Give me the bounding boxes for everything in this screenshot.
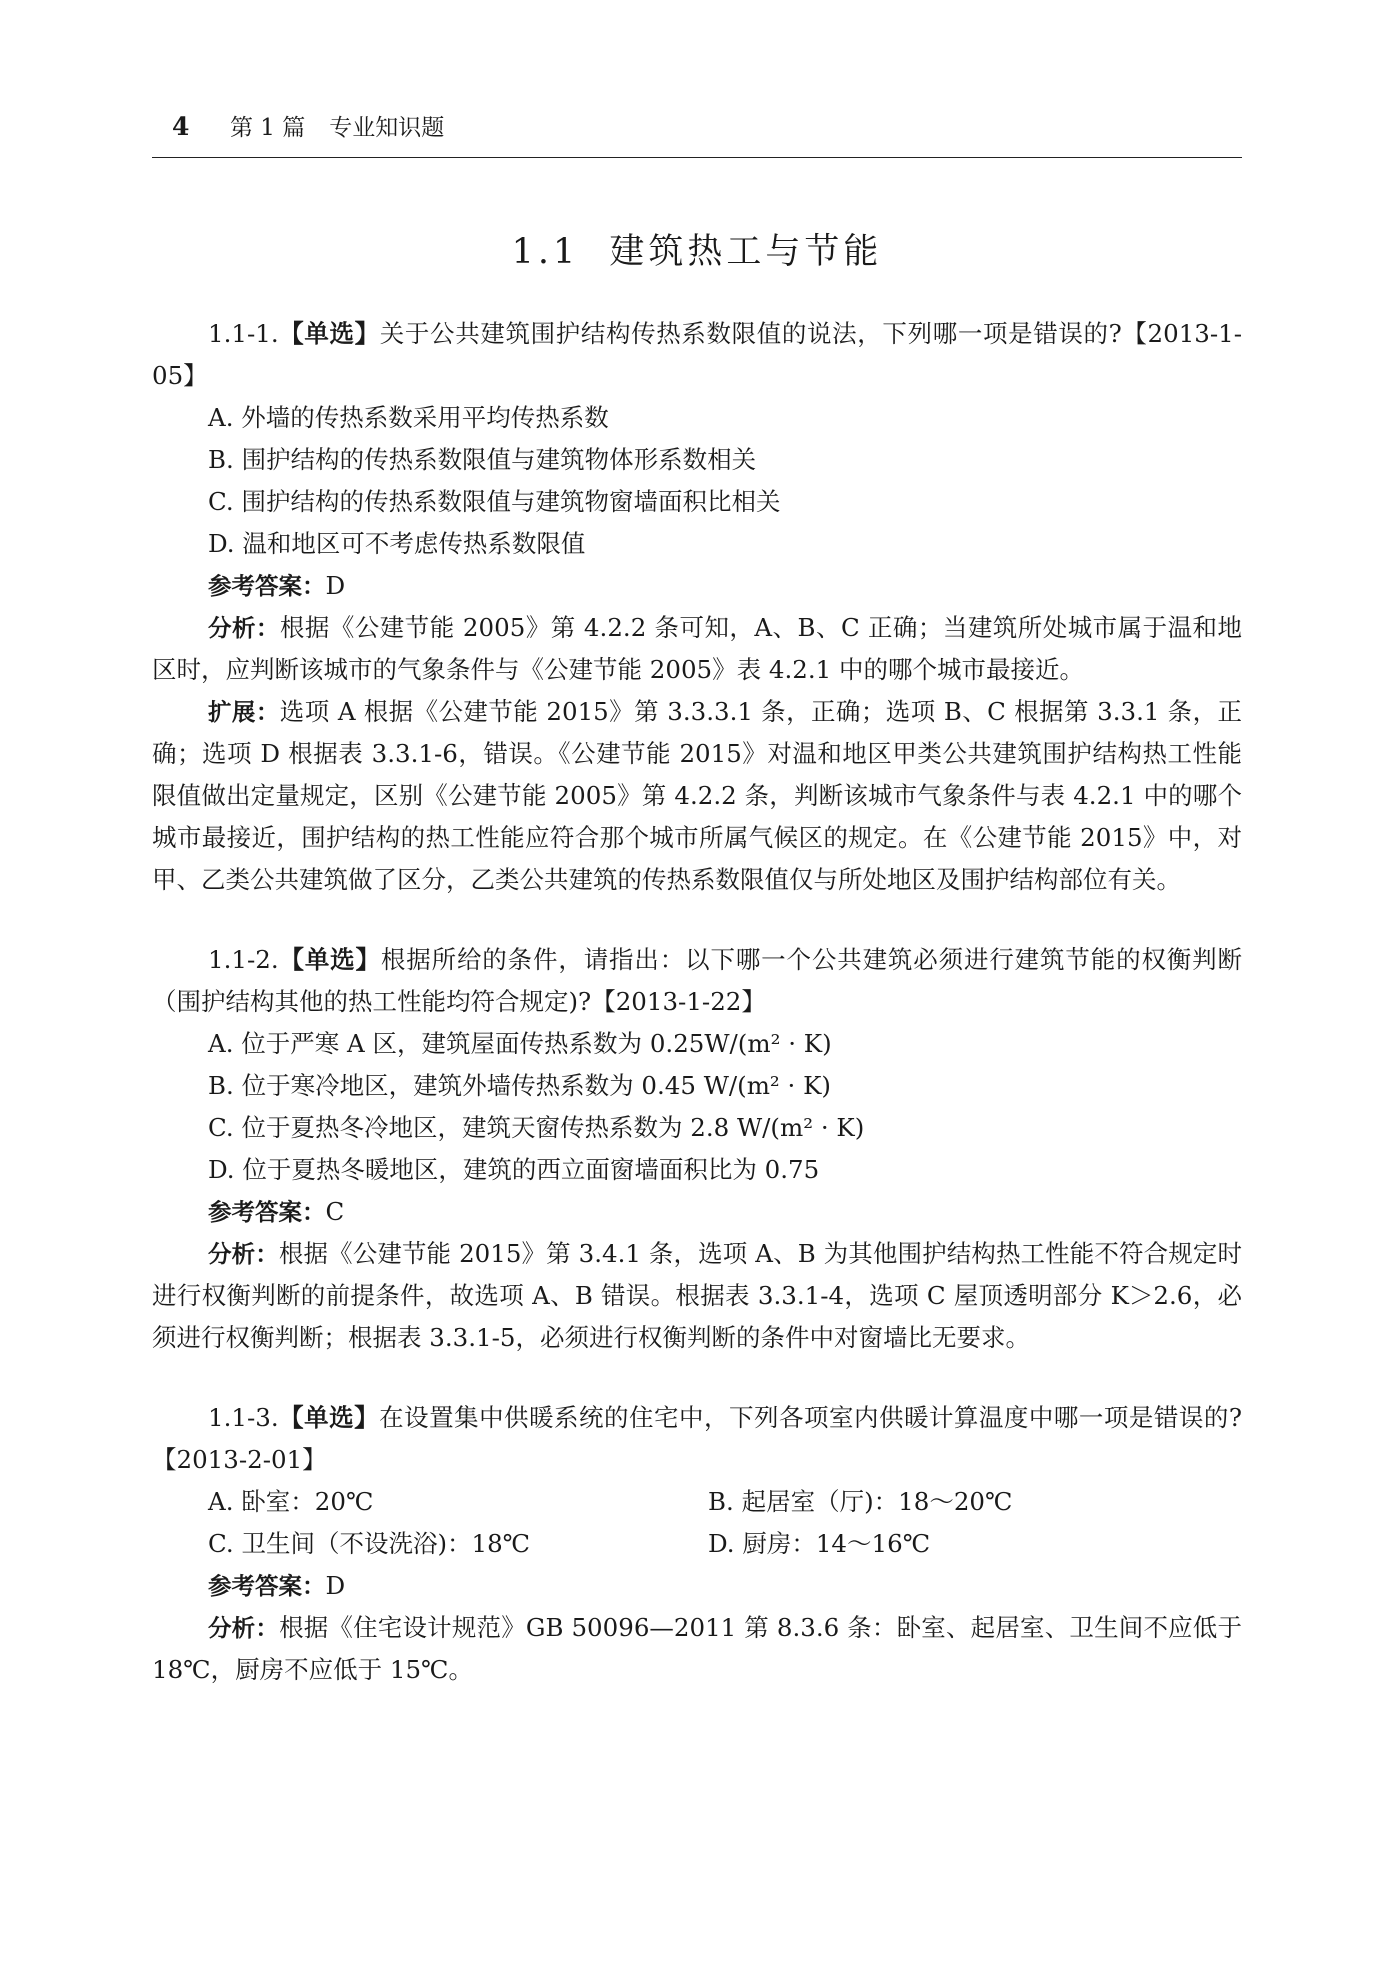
extension-paragraph	[152, 691, 1242, 901]
option-d: D. 厨房：14～16℃	[708, 1529, 931, 1558]
question-2	[152, 939, 1242, 1359]
answer-line	[208, 1565, 1242, 1607]
option-d: D. 位于夏热冬暖地区，建筑的西立面窗墙面积比为 0.75	[208, 1155, 820, 1184]
question-id: 1.1-2.	[208, 945, 279, 974]
running-header	[152, 112, 1242, 143]
answer-value: D	[325, 571, 346, 600]
question-source: 【2013-1-22】	[591, 987, 766, 1016]
answer-label: 参考答案：	[208, 1198, 326, 1226]
question-stem	[152, 939, 1242, 1023]
analysis-label: 分析：	[208, 1614, 280, 1642]
analysis-label: 分析：	[208, 614, 280, 642]
question-id: 1.1-1.	[208, 319, 279, 348]
question-text: 关于公共建筑围护结构传热系数限值的说法，下列哪一项是错误的?	[379, 319, 1122, 348]
question-stem	[152, 1397, 1242, 1481]
page-number: 4	[172, 112, 190, 141]
answer-line	[208, 565, 1242, 607]
question-source: 【2013-1-05】	[152, 319, 1243, 390]
answer-label: 参考答案：	[208, 572, 326, 600]
analysis-paragraph	[152, 1607, 1242, 1691]
analysis-text: 根据《公建节能 2015》第 3.4.1 条，选项 A、B 为其他围护结构热工性能不符合规定时进行权衡判断的前提条件，故选项 A、B 错误。根据表 3.3.1-4，选项 C 屋顶透明部分 K＞2.6，必须进行权衡判断；根据表 3.3.1-5，必须进行权衡判断的条件中对窗墙比无要求。	[152, 1239, 1243, 1352]
option-a: A. 卧室：20℃	[208, 1487, 374, 1516]
header-rule	[152, 157, 1242, 158]
question-3	[152, 1397, 1242, 1691]
answer-value: D	[325, 1571, 346, 1600]
question-type: 【单选】	[278, 945, 381, 974]
option-b: B. 起居室（厅)：18～20℃	[708, 1487, 1013, 1516]
option-c: C. 围护结构的传热系数限值与建筑物窗墙面积比相关	[208, 487, 781, 516]
part-label: 第 1 篇	[230, 115, 306, 141]
option-c: C. 卫生间（不设洗浴)：18℃	[208, 1529, 531, 1558]
extension-label: 扩展：	[208, 698, 280, 726]
option-c: C. 位于夏热冬冷地区，建筑天窗传热系数为 2.8 W/(m² · K)	[208, 1113, 865, 1142]
content-column	[152, 313, 1242, 1691]
analysis-text: 根据《住宅设计规范》GB 50096—2011 第 8.3.6 条：卧室、起居室、卫生间不应低于 18℃，厨房不应低于 15℃。	[152, 1613, 1242, 1684]
analysis-text: 根据《公建节能 2005》第 4.2.2 条可知，A、B、C 正确；当建筑所处城市属于温和地区时，应判断该城市的气象条件与《公建节能 2005》表 4.2.1 中的哪个城市最接近。	[152, 613, 1243, 684]
section-number: 1.1	[511, 232, 580, 272]
question-source: 【2013-2-01】	[152, 1445, 327, 1474]
answer-line	[208, 1191, 1242, 1233]
answer-label: 参考答案：	[208, 1572, 326, 1600]
option-a: A. 外墙的传热系数采用平均传热系数	[208, 403, 609, 432]
analysis-paragraph	[152, 1233, 1242, 1359]
option-d: D. 温和地区可不考虑传热系数限值	[208, 529, 586, 558]
analysis-label: 分析：	[208, 1240, 279, 1268]
option-b: B. 围护结构的传热系数限值与建筑物体形系数相关	[208, 445, 757, 474]
section-title: 建筑热工与节能	[609, 232, 883, 272]
question-stem	[152, 313, 1242, 397]
option-a: A. 位于严寒 A 区，建筑屋面传热系数为 0.25W/(m² · K)	[208, 1029, 832, 1058]
question-text: 根据所给的条件，请指出：以下哪一个公共建筑必须进行建筑节能的权衡判断（围护结构其他的热工性能均符合规定)?	[152, 945, 1243, 1016]
option-b: B. 位于寒冷地区，建筑外墙传热系数为 0.45 W/(m² · K)	[208, 1071, 831, 1100]
question-id: 1.1-3.	[208, 1403, 279, 1432]
section-heading	[0, 230, 1394, 274]
answer-value: C	[325, 1197, 345, 1226]
part-title: 专业知识题	[329, 115, 445, 141]
extension-text: 选项 A 根据《公建节能 2015》第 3.3.3.1 条，正确；选项 B、C 根据第 3.3.1 条，正确；选项 D 根据表 3.3.1-6，错误。《公建节能 2015》对温和地区甲类公共建筑围护结构热工性能限值做出定量规定，区别《公建节能 2005》第 4.2.2 条，判断该城市气象条件与表 4.2.1 中的哪个城市最接近，围护结构的热工性能应符合那个城市所属气候区的规定。在《公建节能 2015》中，对甲、乙类公共建筑做了区分，乙类公共建筑的传热系数限值仅与所处地区及围护结构部位有关。	[152, 697, 1243, 894]
question-type: 【单选】	[278, 1403, 380, 1432]
option-grid	[208, 1481, 1242, 1565]
analysis-paragraph	[152, 607, 1242, 691]
question-text: 在设置集中供暖系统的住宅中，下列各项室内供暖计算温度中哪一项是错误的?	[379, 1403, 1242, 1432]
question-1	[152, 313, 1242, 901]
question-type: 【单选】	[278, 319, 380, 348]
